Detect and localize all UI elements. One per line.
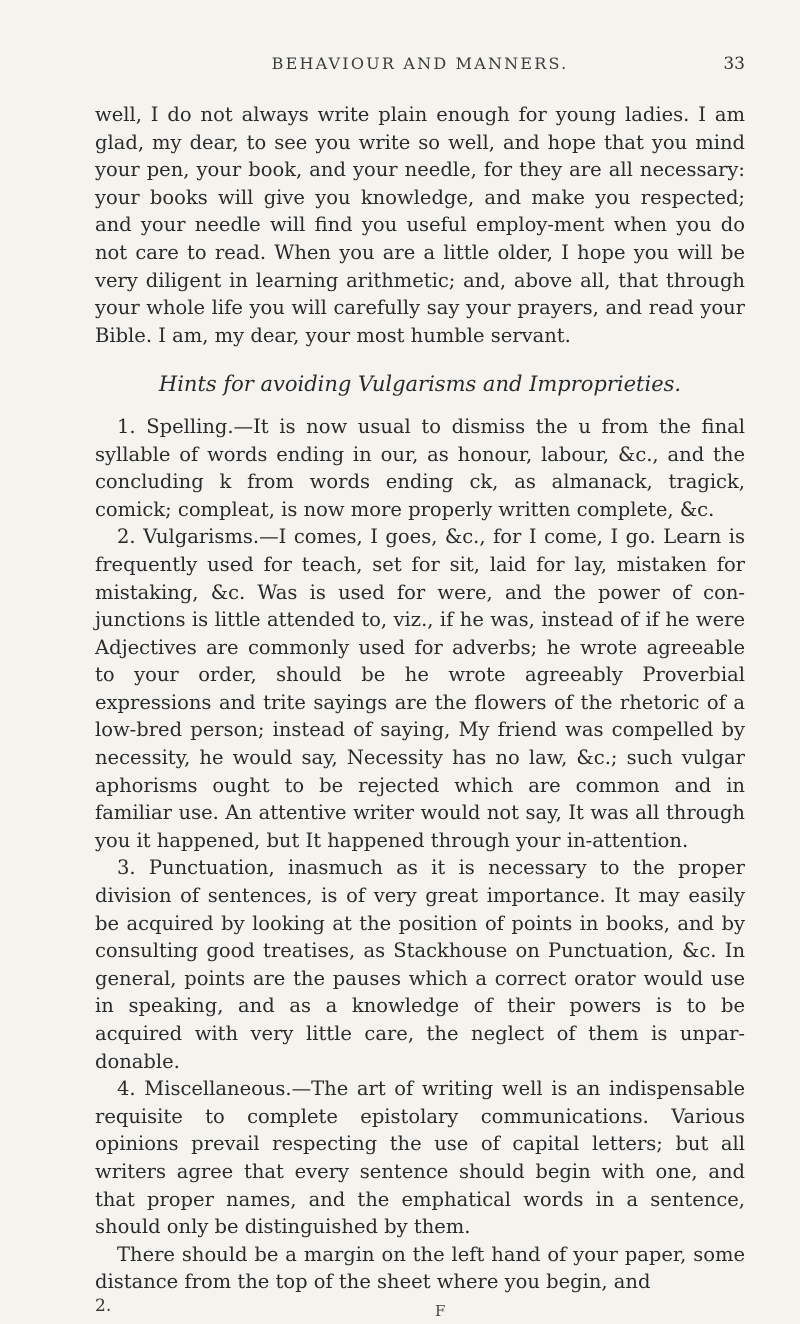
section-margin-paragraph: There should be a margin on the left hand of your paper, some distance from the top of the sheet where you begin, and (95, 1242, 745, 1294)
section-heading: Hints for avoiding Vulgarisms and Improprieties. (158, 372, 682, 397)
section-punctuation: 3. Punctuation, inasmuch as it is necessary to the proper division of sentences, is of very great importance. It may easily be acquired by looking at the position of points in books, and by consulting good treatises, as Stackhouse on Punctuation, &c. In general, points are the pauses which a correct orator would use in speaking, and as a knowledge of their powers is to be acquired with very little care, the neglect of them is unpar-donable. (95, 856, 745, 1073)
section-spelling: 1. Spelling.—It is now usual to dismiss the u from the final syllable of words ending in our, as honour, labour, &c., and the concluding k from words ending ck, as almanack, tragick, comick; compleat, is now more properly written complete, &c. (95, 414, 745, 521)
page-content (95, 101, 745, 1296)
letter-closing-paragraph: well, I do not always write plain enough for young ladies. I am glad, my dear, to see you write so well, and hope that you mind your pen, your book, and your needle, for they are all necessary: your books will give you knowledge, and make you respected; and your needle will find you useful employ-ment when you do not care to read. When you are a little older, I hope you will be very diligent in learning arithmetic; and, above all, that through your whole life you will carefully say your prayers, and read your Bible. I am, my dear, your most humble servant. (95, 103, 745, 347)
section-vulgarisms: 2. Vulgarisms.—I comes, I goes, &c., for I come, I go. Learn is frequently used for teach, set for sit, laid for lay, mistaken for mistaking, &c. Was is used for were, and the power of con-junctions is little attended to, viz., if he was, instead of if he were Adjectives are commonly used for adverbs; he wrote agreeable to your order, should be he wrote agreeably Proverbial expressions and trite sayings are the flowers of the rhetoric of a low-bred person; instead of saying, My friend was compelled by necessity, he would say, Necessity has no law, &c.; such vulgar aphorisms ought to be rejected which are common and in familiar use. An attentive writer would not say, It was all through you it happened, but It happened through your in-attention. (95, 525, 745, 852)
signature-number: 2. (95, 1296, 112, 1316)
signature-mark: F (435, 1302, 446, 1320)
section-miscellaneous: 4. Miscellaneous.—The art of writing well is an indispensable requisite to complete epistolary communications. Various opinions prevail respecting the use of capital letters; but all writers agree that every sentence should begin with one, and that proper names, and the emphatical words in a sentence, should only be distinguished by them. (95, 1077, 745, 1239)
running-title: BEHAVIOUR AND MANNERS. (271, 54, 569, 73)
running-head (95, 54, 745, 84)
page-number: 33 (723, 54, 745, 74)
